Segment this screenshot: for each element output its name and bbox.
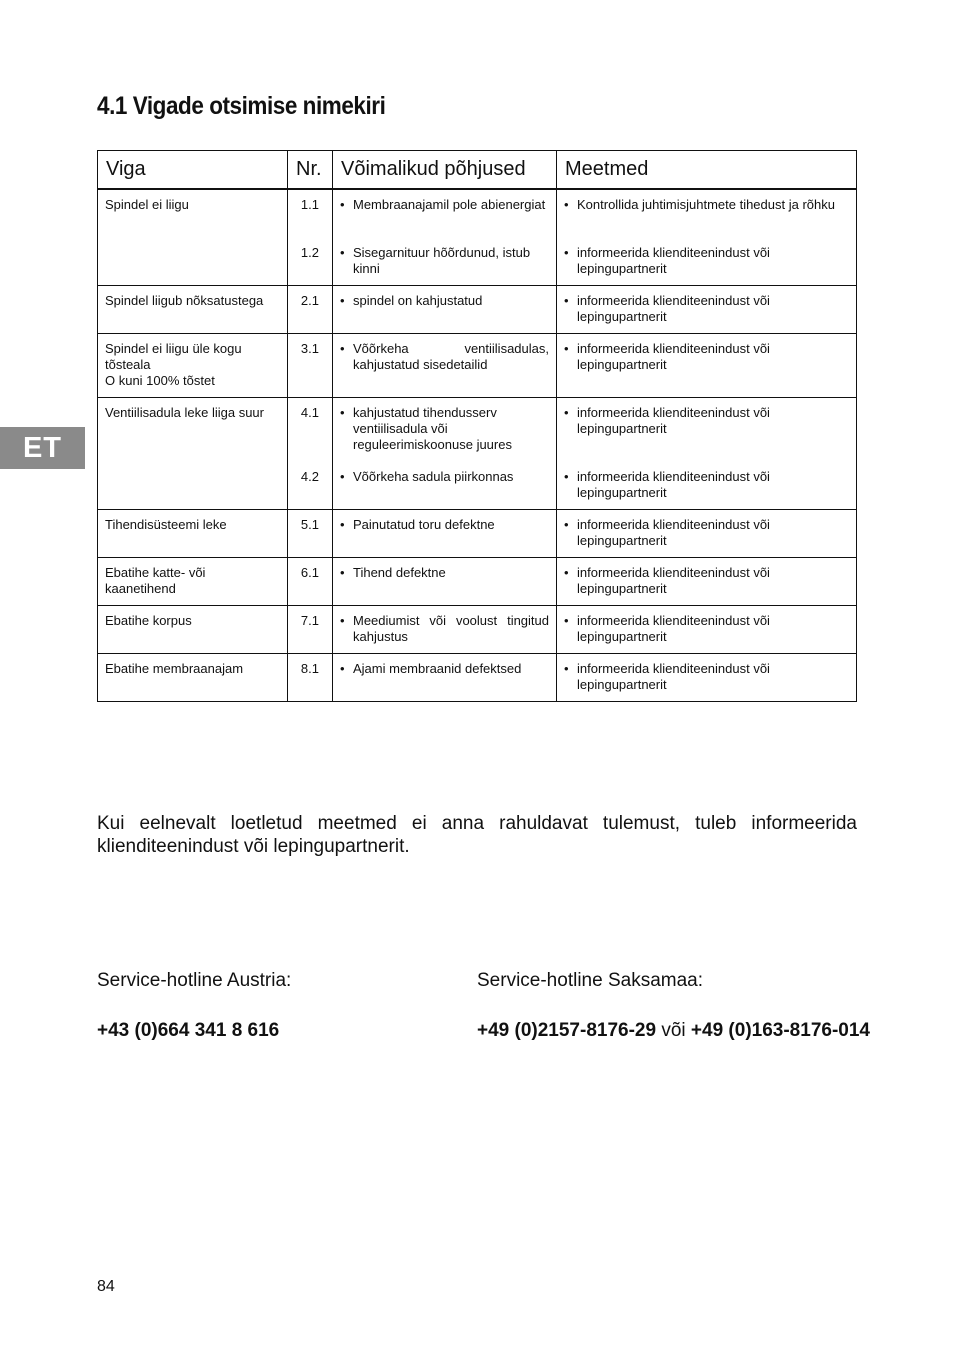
cause-text: Tihend defektne xyxy=(353,565,446,580)
table-row xyxy=(98,654,857,702)
action-text: informeerida klienditeenindust või lepingupartnerit xyxy=(577,661,770,692)
action-text: informeerida klienditeenindust või lepingupartnerit xyxy=(577,341,770,372)
fault-cell xyxy=(98,654,288,702)
action-item xyxy=(564,469,849,501)
table-row xyxy=(98,606,857,654)
table-body xyxy=(98,189,857,702)
nr-cell xyxy=(288,286,333,334)
action-cell xyxy=(557,189,857,286)
hotline-austria-label: Service-hotline Austria: xyxy=(97,970,292,991)
fault-text: Ventiilisadula leke liiga suur xyxy=(105,405,264,420)
cause-cell xyxy=(333,606,557,654)
action-cell xyxy=(557,398,857,510)
bullet-icon: • xyxy=(340,341,345,356)
troubleshooting-table xyxy=(97,150,857,702)
fault-text: Ebatihe membraanajam xyxy=(105,661,244,676)
cause-item xyxy=(340,469,549,501)
bullet-icon: • xyxy=(564,341,569,356)
action-item xyxy=(564,341,849,373)
action-item xyxy=(564,293,849,325)
bullet-icon: • xyxy=(340,661,345,676)
nr-cell xyxy=(288,189,333,286)
column-header-causes: Võimalikud põhjused xyxy=(333,151,557,190)
nr-cell xyxy=(288,398,333,510)
fault-text: Spindel ei liigu xyxy=(105,197,189,212)
bullet-icon: • xyxy=(340,517,345,532)
cause-text: Painutatud toru defektne xyxy=(353,517,495,532)
action-item xyxy=(564,565,849,597)
cause-item xyxy=(340,517,549,549)
cause-text: Ajami membraanid defektsed xyxy=(353,661,522,676)
language-tab: ET xyxy=(0,427,85,469)
hotline-germany-number-1: +49 (0)2157-8176-29 xyxy=(477,1020,657,1041)
action-item xyxy=(564,613,849,645)
action-item xyxy=(564,197,849,229)
bullet-icon: • xyxy=(340,197,345,212)
fault-text: Ebatihe katte- või xyxy=(105,565,206,580)
section-heading: 4.1 Vigade otsimise nimekiri xyxy=(97,92,386,120)
action-cell xyxy=(557,510,857,558)
cause-cell xyxy=(333,558,557,606)
table-row xyxy=(98,510,857,558)
fault-text: Ebatihe korpus xyxy=(105,613,192,628)
action-cell xyxy=(557,286,857,334)
table-row xyxy=(98,189,857,286)
fault-text: tõsteala xyxy=(105,357,151,372)
nr-text: 7.1 xyxy=(300,613,319,628)
hotline-separator: või xyxy=(661,1020,686,1041)
cause-text: spindel on kahjustatud xyxy=(353,293,483,308)
cause-text: Membraanajamil pole abienergiat xyxy=(353,197,546,212)
bullet-icon: • xyxy=(564,613,569,628)
action-text: informeerida klienditeenindust või lepingupartnerit xyxy=(577,469,770,500)
cause-text: Võõrkeha sadula piirkonnas xyxy=(353,469,514,484)
column-header-nr: Nr. xyxy=(288,151,333,190)
action-cell xyxy=(557,654,857,702)
bullet-icon: • xyxy=(564,469,569,484)
bullet-icon: • xyxy=(340,293,345,308)
action-text: informeerida klienditeenindust või lepingupartnerit xyxy=(577,613,770,644)
nr-text: 5.1 xyxy=(300,517,319,532)
cause-item xyxy=(340,293,549,325)
cause-cell xyxy=(333,189,557,286)
cause-cell xyxy=(333,334,557,398)
cause-text: Meediumist või voolust tingitud kahjustus xyxy=(353,613,549,644)
bullet-icon: • xyxy=(564,517,569,532)
page-number: 84 xyxy=(97,1278,115,1295)
action-item xyxy=(564,517,849,549)
fault-cell xyxy=(98,189,288,286)
table-row xyxy=(98,398,857,510)
nr-text: 1.2 xyxy=(300,245,319,260)
action-item xyxy=(564,245,849,277)
action-cell xyxy=(557,606,857,654)
info-note: Kui eelnevalt loetletud meetmed ei anna rahuldavat tulemust, tuleb informeerida klienditeenindust või lepingupartnerit. xyxy=(97,813,857,857)
bullet-icon: • xyxy=(564,197,569,212)
action-text: informeerida klienditeenindust või lepingupartnerit xyxy=(577,565,770,596)
nr-text: 8.1 xyxy=(300,661,319,676)
cause-item xyxy=(340,197,549,229)
bullet-icon: • xyxy=(564,293,569,308)
nr-cell xyxy=(288,606,333,654)
action-item xyxy=(564,661,849,693)
bullet-icon: • xyxy=(340,613,345,628)
action-cell xyxy=(557,558,857,606)
cause-item xyxy=(340,405,549,453)
action-text: Kontrollida juhtimisjuhtmete tihedust ja rõhku xyxy=(577,197,835,212)
cause-item xyxy=(340,245,549,277)
nr-text: 6.1 xyxy=(300,565,319,580)
fault-text: Spindel liigub nõksatustega xyxy=(105,293,264,308)
bullet-icon: • xyxy=(564,245,569,260)
bullet-icon: • xyxy=(340,469,345,484)
cause-item xyxy=(340,613,549,645)
cause-item xyxy=(340,341,549,373)
column-header-actions: Meetmed xyxy=(557,151,857,190)
fault-text: kaanetihend xyxy=(105,581,176,596)
fault-cell xyxy=(98,334,288,398)
nr-cell xyxy=(288,510,333,558)
action-text: informeerida klienditeenindust või lepingupartnerit xyxy=(577,293,770,324)
action-text: informeerida klienditeenindust või lepingupartnerit xyxy=(577,517,770,548)
table-row xyxy=(98,286,857,334)
hotline-germany-label: Service-hotline Saksamaa: xyxy=(477,970,703,991)
action-cell xyxy=(557,334,857,398)
action-item xyxy=(564,405,849,453)
action-text: informeerida klienditeenindust või lepingupartnerit xyxy=(577,245,770,276)
hotline-germany-number-2: +49 (0)163-8176-014 xyxy=(690,1020,870,1041)
nr-text: 4.1 xyxy=(300,405,319,420)
cause-text: Võõrkeha ventiilisadulas, kahjustatud sisedetailid xyxy=(353,341,549,372)
column-header-fault: Viga xyxy=(98,151,288,190)
nr-text: 2.1 xyxy=(300,293,319,308)
hotline-germany-numbers xyxy=(477,1020,870,1042)
cause-text: kahjustatud tihendusserv ventiilisadula või reguleerimiskoonuse juures xyxy=(353,405,512,452)
nr-text: 1.1 xyxy=(300,197,319,212)
nr-cell xyxy=(288,334,333,398)
nr-cell xyxy=(288,654,333,702)
bullet-icon: • xyxy=(340,405,345,420)
nr-cell xyxy=(288,558,333,606)
cause-cell xyxy=(333,398,557,510)
table-header-row xyxy=(98,151,857,190)
hotline-austria-number: +43 (0)664 341 8 616 xyxy=(97,1020,280,1041)
nr-text: 4.2 xyxy=(300,469,319,484)
cause-cell xyxy=(333,654,557,702)
cause-item xyxy=(340,661,549,693)
table-row xyxy=(98,558,857,606)
table-row xyxy=(98,334,857,398)
fault-text: Tihendisüsteemi leke xyxy=(105,517,227,532)
bullet-icon: • xyxy=(340,245,345,260)
bullet-icon: • xyxy=(340,565,345,580)
fault-cell xyxy=(98,606,288,654)
fault-text: O kuni 100% tõstet xyxy=(105,373,215,388)
fault-cell xyxy=(98,558,288,606)
cause-item xyxy=(340,565,549,597)
fault-cell xyxy=(98,398,288,510)
nr-text: 3.1 xyxy=(300,341,319,356)
bullet-icon: • xyxy=(564,565,569,580)
cause-cell xyxy=(333,510,557,558)
bullet-icon: • xyxy=(564,405,569,420)
fault-text: Spindel ei liigu üle kogu xyxy=(105,341,242,356)
fault-cell xyxy=(98,510,288,558)
cause-cell xyxy=(333,286,557,334)
bullet-icon: • xyxy=(564,661,569,676)
action-text: informeerida klienditeenindust või lepingupartnerit xyxy=(577,405,770,436)
fault-cell xyxy=(98,286,288,334)
cause-text: Sisegarnituur hõõrdunud, istub kinni xyxy=(353,245,531,276)
